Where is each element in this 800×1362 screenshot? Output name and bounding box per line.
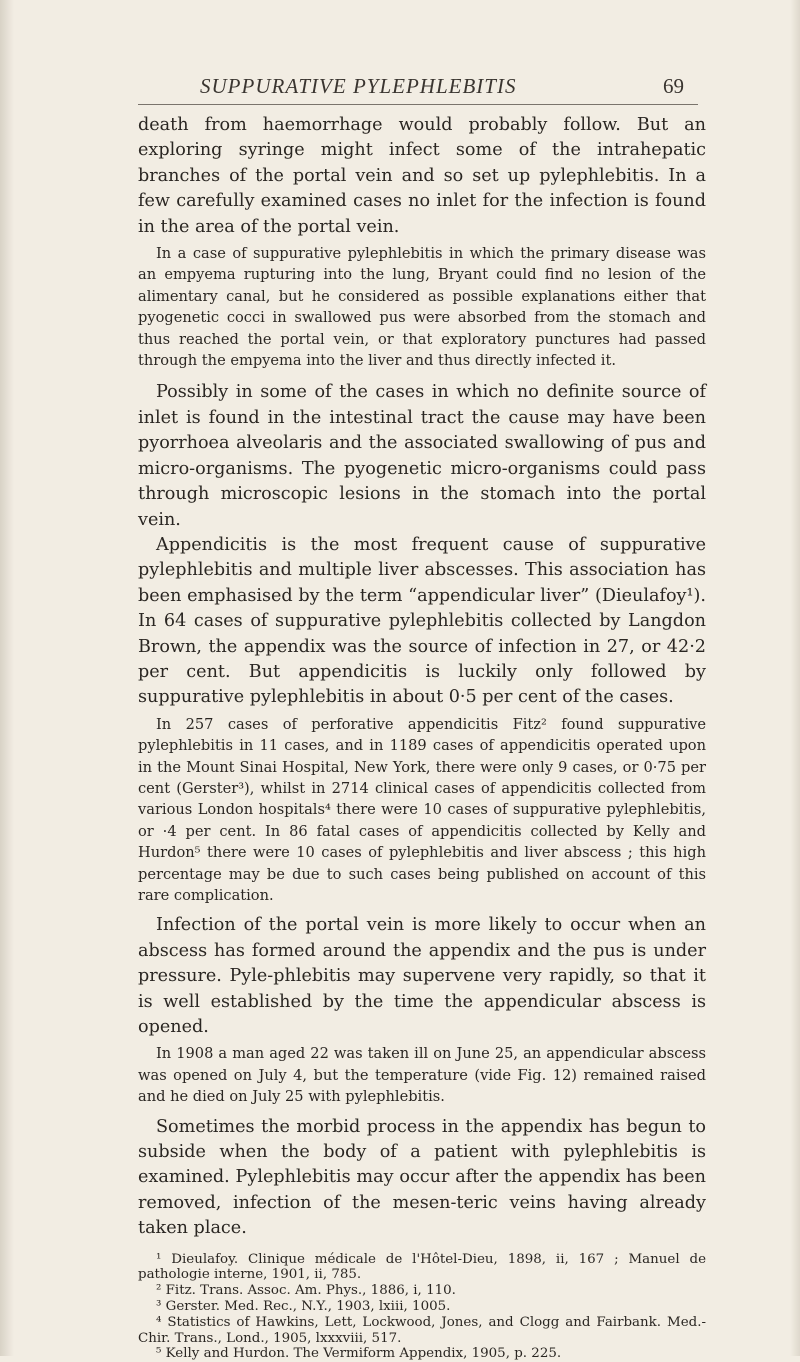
page-number: 69 — [663, 74, 684, 98]
page-edge-shadow — [790, 0, 800, 1356]
paragraph-3: Possibly in some of the cases in which no definite source of inlet is found in the intestinal tract the cause may have been pyorrhoea alveolaris and the associated swallowing of pus and micro-organisms. The pyogenetic micro-organisms could pass through microscopic lesions in the stomach into the portal vein. — [138, 382, 706, 530]
footnote-4: ⁴ Statistics of Hawkins, Lett, Lockwood, Jones, and Clogg and Fairbank. Med.-Chir. Trans., Lond., 1905, lxxxviii, 517. — [138, 1314, 706, 1346]
footnote-1: ¹ Dieulafoy. Clinique médicale de l'Hôtel-Dieu, 1898, ii, 167 ; Manuel de pathologie interne, 1901, ii, 785. — [138, 1251, 706, 1283]
footnote-5: ⁵ Kelly and Hurdon. The Vermiform Appendix, 1905, p. 225. — [156, 1346, 562, 1362]
footnote-2: ² Fitz. Trans. Assoc. Am. Phys., 1886, i, 110. — [156, 1283, 456, 1299]
page-gutter-shadow — [0, 0, 14, 1356]
footnote-3: ³ Gerster. Med. Rec., N.Y., 1903, lxiii, 1005. — [156, 1299, 451, 1315]
paragraph-5: In 257 cases of perforative appendicitis Fitz² found suppurative pylephlebitis in 11 cases, and in 1189 cases of appendicitis operated upon in the Mount Sinai Hospital, New York, there were only 9 cases, or 0·75 per cent (Gerster³), whilst in 2714 clinical cases of appendicitis collected from various London hospitals⁴ there were 10 cases of suppurative pylephlebitis, or ·4 per cent. In 86 fatal cases of appendicitis collected by Kelly and Hurdon⁵ there were 10 cases of pylephlebitis and liver abscess ; this high percentage may be due to such cases being published on account of this rare complication. — [138, 715, 706, 904]
paragraph-4: Appendicitis is the most frequent cause of suppurative pylephlebitis and multiple liver abscesses. This association has been emphasised by the term “appendicular liver” (Dieulafoy¹). In 64 cases of suppurative pylephlebitis collected by Langdon Brown, the appendix was the source of infection in 27, or 42·2 per cent. But appendicitis is luckily only followed by suppurative pylephlebitis in about 0·5 per cent of the cases. — [138, 534, 706, 708]
paragraph-2: In a case of suppurative pylephlebitis in which the primary disease was an empyema rupturing into the lung, Bryant could find no lesion of the alimentary canal, but he considered as possible explanations either that pyogenetic cocci in swallowed pus were absorbed from the stomach and thus reached the portal vein, or that exploratory punctures had passed through the empyema into the liver and thus directly infected it. — [138, 245, 706, 370]
body-text — [138, 113, 706, 1362]
running-title: SUPPURATIVE PYLEPHLEBITIS — [200, 74, 517, 98]
paragraph-8: Sometimes the morbid process in the appendix has begun to subside when the body of a patient with pylephlebitis is examined. Pylephlebitis may occur after the appendix has been removed, infection of the mesen-teric veins having already taken place. — [138, 1116, 706, 1239]
paragraph-1: death from haemorrhage would probably follow. But an exploring syringe might infect some of the intrahepatic branches of the portal vein and so set up pylephlebitis. In a few carefully examined cases no inlet for the infection is found in the area of the portal vein. — [138, 115, 706, 237]
running-head — [138, 70, 698, 105]
footnotes — [138, 1252, 706, 1362]
paragraph-7: In 1908 a man aged 22 was taken ill on June 25, an appendicular abscess was opened on July 4, but the temperature (vide Fig. 12) remained raised and he died on July 25 with pylephlebitis. — [138, 1045, 706, 1106]
paragraph-6: Infection of the portal vein is more likely to occur when an abscess has formed around the appendix and the pus is under pressure. Pyle-phlebitis may supervene very rapidly, so that it is well established by the time the appendicular abscess is opened. — [138, 915, 706, 1038]
